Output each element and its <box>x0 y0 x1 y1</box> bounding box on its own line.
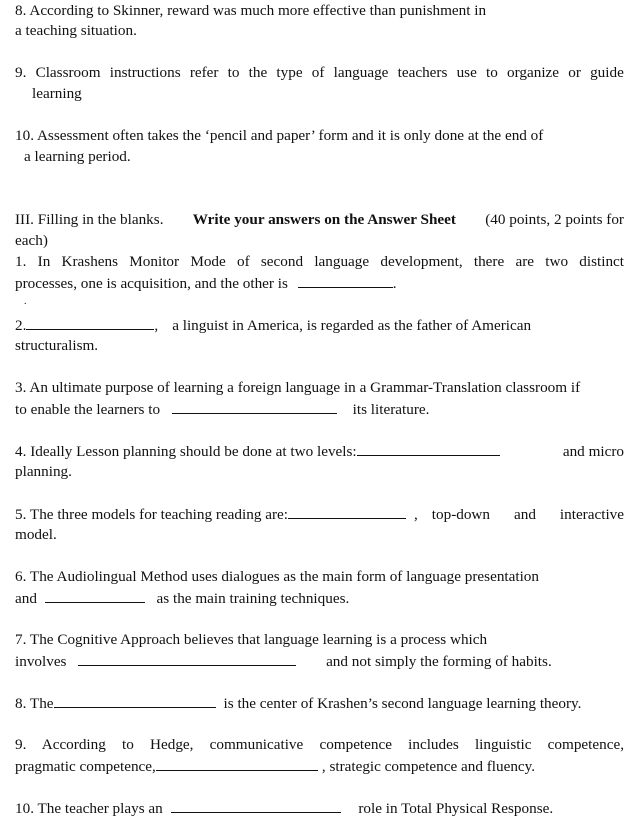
heading-bold: Write your answers on the Answer Sheet <box>192 211 456 228</box>
word: of <box>311 64 325 81</box>
text-line: planning. <box>15 463 72 480</box>
answer-blank[interactable] <box>78 651 296 666</box>
text: interactive <box>559 506 624 523</box>
answer-blank[interactable] <box>26 315 154 330</box>
text: , <box>413 506 418 523</box>
text: 8. The <box>15 695 54 712</box>
text: 10. The teacher plays an <box>15 800 163 817</box>
text-line: 7. The Cognitive Approach believes that language learning is a process which <box>15 631 488 648</box>
text: 2. <box>15 317 27 334</box>
text: . <box>392 275 397 292</box>
text-line: 3. An ultimate purpose of learning a foreign language in a Grammar-Translation classroom if <box>15 379 581 396</box>
word: instructions <box>109 64 181 81</box>
text: pragmatic competence, <box>15 758 156 775</box>
text-line: 9. According to Hedge, communicative competence includes linguistic competence, <box>15 736 624 753</box>
heading-cont: each) <box>15 232 48 249</box>
text-line: model. <box>15 526 57 543</box>
text: and <box>513 506 536 523</box>
text: , <box>154 317 159 334</box>
answer-blank[interactable] <box>298 273 393 288</box>
text: processes, one is acquisition, and the other is <box>15 275 288 292</box>
text: role in Total Physical Response. <box>358 800 554 817</box>
heading-suffix: (40 points, 2 points for <box>485 211 624 228</box>
answer-blank[interactable] <box>288 504 406 519</box>
text: is the center of Krashen’s second language learning theory. <box>223 695 582 712</box>
answer-blank[interactable] <box>54 693 216 708</box>
word: use <box>456 64 477 81</box>
text: involves <box>15 653 67 670</box>
stray-dot: . <box>24 296 27 307</box>
text: and not simply the forming of habits. <box>326 653 552 670</box>
text-line: 1. In Krashens Monitor Mode of second language development, there are two distinct <box>15 253 624 270</box>
answer-blank[interactable] <box>156 756 318 771</box>
text <box>15 63 624 83</box>
word: refer <box>189 64 219 81</box>
text: 5. The three models for teaching reading are: <box>15 506 288 523</box>
word: organize <box>507 64 560 81</box>
heading-prefix: III. Filling in the blanks. <box>15 211 164 228</box>
text-line: 8. According to Skinner, reward was much more effective than punishment in <box>15 2 487 19</box>
text-line: learning <box>32 85 82 102</box>
word: to <box>486 64 498 81</box>
text: a linguist in America, is regarded as the father of American <box>172 317 532 334</box>
text: , strategic competence and fluency. <box>321 758 536 775</box>
word: guide <box>590 64 624 81</box>
word: language <box>333 64 389 81</box>
word: Classroom <box>35 64 101 81</box>
word: 9. <box>15 64 27 81</box>
word: type <box>276 64 303 81</box>
word: or <box>568 64 581 81</box>
text-line: 10. Assessment often takes the ‘pencil and paper’ form and it is only done at the end of <box>15 127 544 144</box>
text: 4. Ideally Lesson planning should be done at two levels: <box>15 443 357 460</box>
word: teachers <box>397 64 448 81</box>
text-line <box>15 63 624 83</box>
answer-blank[interactable] <box>171 798 341 813</box>
word: the <box>248 64 268 81</box>
text-line: structuralism. <box>15 337 99 354</box>
answer-blank[interactable] <box>45 588 145 603</box>
answer-blank[interactable] <box>357 441 500 456</box>
text: top-down <box>431 506 490 523</box>
word: to <box>227 64 240 81</box>
answer-blank[interactable] <box>172 399 337 414</box>
text: and micro <box>562 443 624 460</box>
text-line: a teaching situation. <box>15 22 137 39</box>
text-line: 6. The Audiolingual Method uses dialogues as the main form of language presentation <box>15 568 539 585</box>
text: as the main training techniques. <box>156 590 350 607</box>
text: its literature. <box>352 401 430 418</box>
text: to enable the learners to <box>15 401 161 418</box>
text: and <box>15 590 37 607</box>
text-line: a learning period. <box>24 148 131 165</box>
